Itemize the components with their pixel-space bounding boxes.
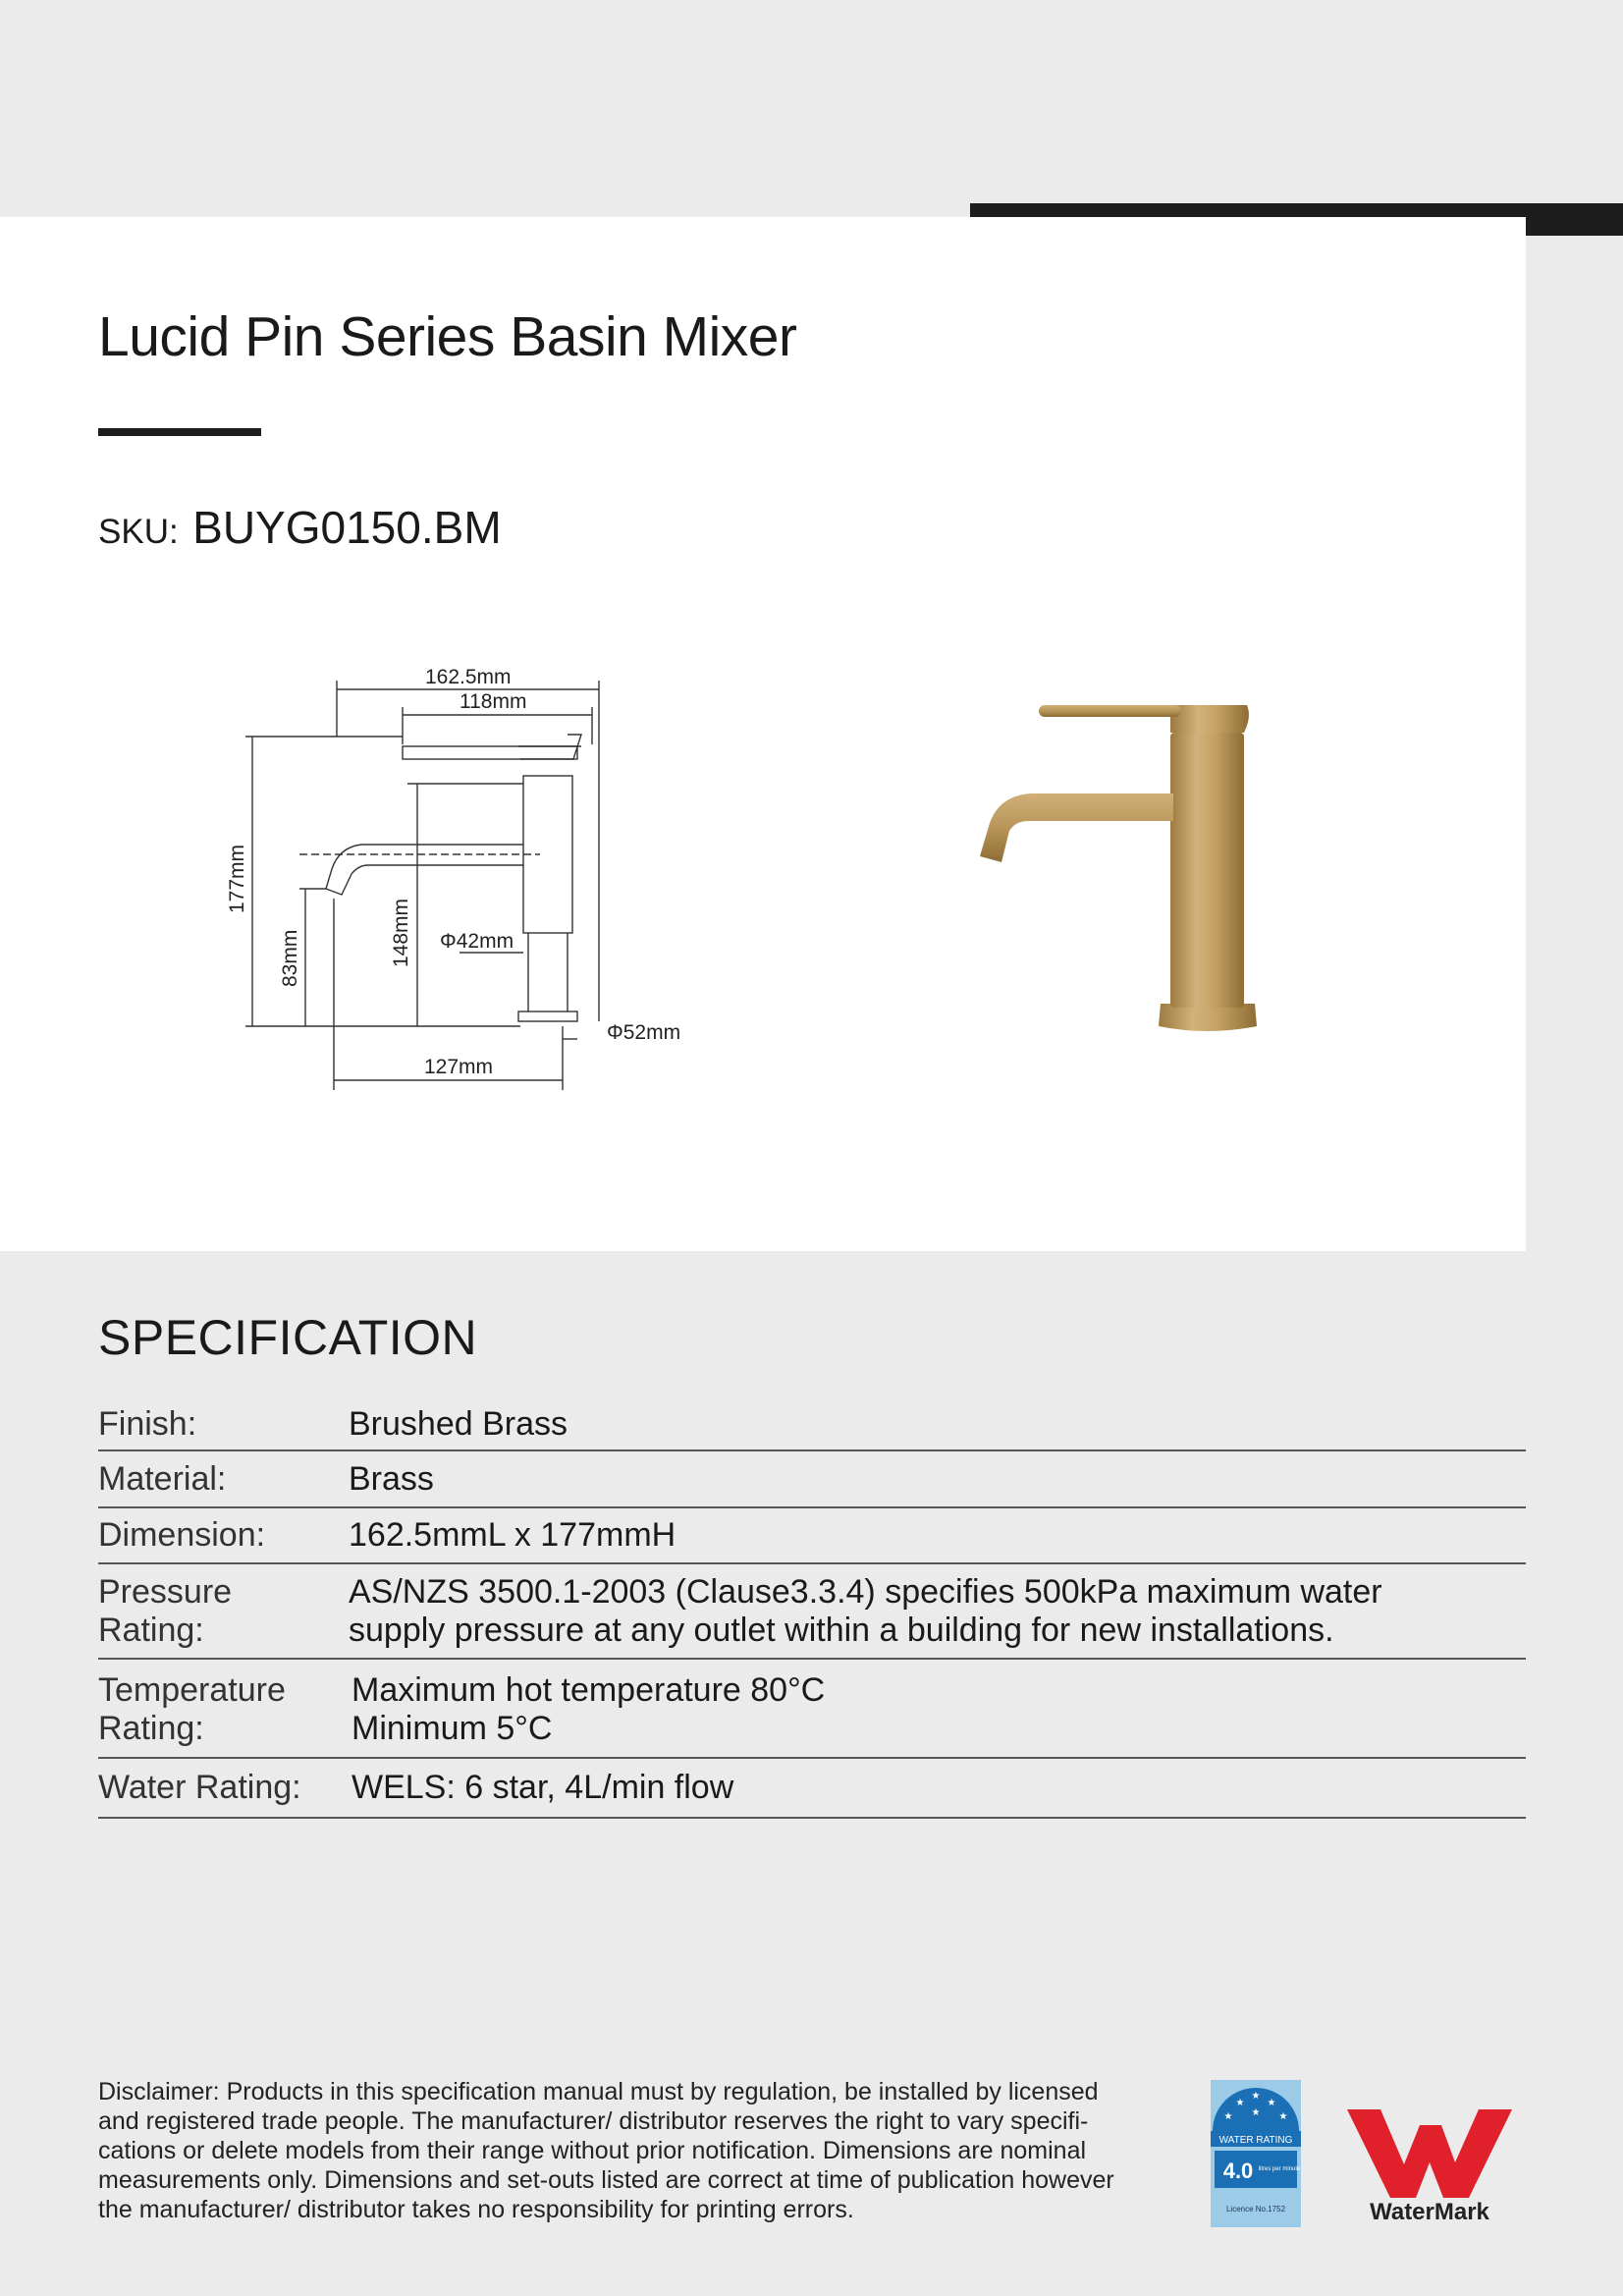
disclaimer: Disclaimer: Products in this specification manual must by regulation, be installed by licensed and registered trade people. The manufacturer/ distributor reserves the right to vary specifi- cations or delete models from their range without prior notification. Dimensions are nominal measurements only. Dimensions and set-outs listed are correct at time of publication however the manufacturer/ distributor takes no responsibility for printing errors. bbox=[98, 2078, 1114, 2223]
spec-row-temperature bbox=[98, 1660, 1526, 1759]
spec-label: Dimension: bbox=[98, 1516, 266, 1554]
spec-row-pressure bbox=[98, 1564, 1526, 1660]
spec-heading: SPECIFICATION bbox=[98, 1310, 478, 1365]
spec-row-material bbox=[98, 1451, 1526, 1508]
spec-label: Finish: bbox=[98, 1405, 197, 1443]
svg-text:★: ★ bbox=[1223, 2111, 1233, 2122]
sku-label: SKU: bbox=[98, 513, 179, 551]
dim-body-height: 148mm bbox=[390, 898, 412, 967]
spec-label: Temperature Rating: bbox=[98, 1671, 286, 1747]
watermark-logo bbox=[1347, 2096, 1512, 2223]
wels-licence: Licence No.1752 bbox=[1225, 2205, 1286, 2214]
page-title: Lucid Pin Series Basin Mixer bbox=[98, 305, 797, 368]
spec-value: 162.5mmL x 177mmH bbox=[349, 1516, 676, 1554]
spec-value: Brass bbox=[349, 1460, 434, 1498]
wels-header: WATER RATING bbox=[1218, 2135, 1293, 2146]
spec-value: WELS: 6 star, 4L/min flow bbox=[352, 1769, 734, 1806]
dim-base-diameter: Φ52mm bbox=[607, 1021, 681, 1044]
dim-body-diameter: Φ42mm bbox=[440, 930, 514, 953]
wels-rating-logo bbox=[1211, 2080, 1301, 2227]
wels-rating-value: 4.0 bbox=[1222, 2159, 1254, 2183]
dim-handle-width: 118mm bbox=[460, 690, 527, 713]
spec-label: Material: bbox=[98, 1460, 227, 1498]
dim-height: 177mm bbox=[226, 844, 248, 913]
title-underline bbox=[98, 428, 261, 436]
product-photo bbox=[913, 638, 1335, 1080]
spec-row-finish bbox=[98, 1398, 1526, 1451]
svg-text:★: ★ bbox=[1251, 2107, 1261, 2118]
watermark-label: WaterMark bbox=[1370, 2199, 1489, 2223]
dim-overall-width: 162.5mm bbox=[425, 666, 512, 688]
spec-row-dimension bbox=[98, 1508, 1526, 1564]
spec-value: Brushed Brass bbox=[349, 1405, 568, 1443]
spec-table bbox=[98, 1398, 1526, 1819]
spec-value: Maximum hot temperature 80°C Minimum 5°C bbox=[352, 1671, 826, 1747]
wels-unit: litres per minute bbox=[1258, 2166, 1301, 2172]
dim-spout-height: 83mm bbox=[279, 929, 301, 987]
svg-text:★: ★ bbox=[1278, 2111, 1288, 2122]
sku-value: BUYG0150.BM bbox=[192, 502, 502, 553]
spec-value: AS/NZS 3500.1-2003 (Clause3.3.4) specifies 500kPa maximum water supply pressure at any outlet within a building for new installations. bbox=[349, 1573, 1382, 1649]
dim-reach: 127mm bbox=[424, 1056, 494, 1078]
svg-text:★: ★ bbox=[1235, 2098, 1245, 2108]
spec-label: Pressure Rating: bbox=[98, 1573, 233, 1649]
sku-line bbox=[98, 501, 502, 554]
svg-text:★: ★ bbox=[1251, 2091, 1261, 2102]
spec-label: Water Rating: bbox=[98, 1769, 301, 1806]
dimension-drawing bbox=[216, 648, 727, 1100]
spec-row-water-rating bbox=[98, 1759, 1526, 1819]
svg-text:★: ★ bbox=[1267, 2098, 1276, 2108]
